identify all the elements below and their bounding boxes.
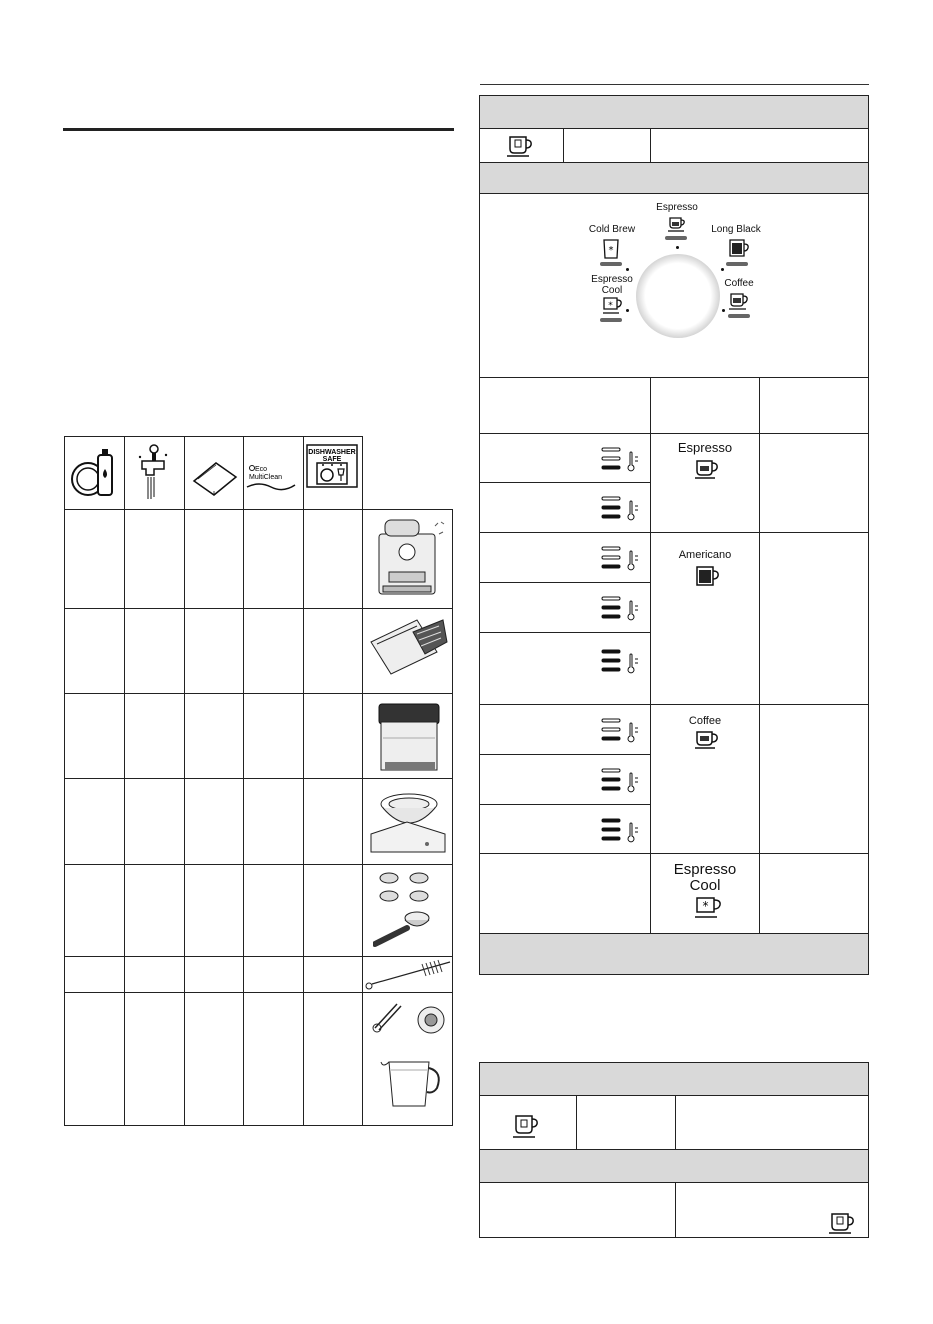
long-black-cup-icon bbox=[728, 238, 750, 260]
espresso-cup-icon bbox=[694, 458, 720, 480]
temperature-level-icon bbox=[600, 647, 642, 677]
svg-text:SAFE: SAFE bbox=[322, 456, 342, 463]
dial-label-cold-brew: Cold Brew bbox=[588, 224, 636, 235]
drink-espresso-label: Espresso bbox=[677, 440, 733, 455]
svg-text:MultiClean: MultiClean bbox=[249, 474, 283, 481]
americano-cup-icon bbox=[694, 565, 720, 587]
espresso-machine-image bbox=[369, 514, 449, 604]
secondary-drink-table bbox=[479, 1062, 869, 1238]
long-black-indicator bbox=[726, 262, 748, 266]
drip-tray-image bbox=[367, 612, 449, 690]
drink-americano-label: Americano bbox=[678, 549, 732, 561]
cleaning-brush-image bbox=[364, 956, 452, 992]
espresso-cool-cup-icon bbox=[602, 296, 624, 316]
coffee-indicator bbox=[728, 314, 750, 318]
selector-knob[interactable] bbox=[636, 254, 720, 338]
secondary-subheader-row bbox=[480, 1150, 868, 1182]
temperature-level-icon bbox=[600, 716, 642, 746]
cleaning-table bbox=[64, 436, 453, 1126]
temperature-level-icon bbox=[600, 445, 642, 475]
table-subheader-row bbox=[480, 163, 868, 193]
secondary-header-row bbox=[480, 1063, 868, 1095]
dishwasher-safe-icon bbox=[305, 443, 361, 503]
drink-selector-dial bbox=[580, 198, 780, 383]
espresso-cool-cup-icon bbox=[694, 896, 724, 920]
temperature-level-icon bbox=[600, 544, 642, 574]
svg-text:Eco: Eco bbox=[255, 466, 268, 473]
filter-baskets-portafilter-image bbox=[373, 868, 449, 954]
dial-label-long-black: Long Black bbox=[711, 224, 761, 235]
espresso-indicator bbox=[665, 236, 687, 240]
svg-text:*: * bbox=[608, 301, 613, 311]
temperature-level-icon bbox=[600, 816, 642, 846]
dial-label-coffee: Coffee bbox=[724, 278, 754, 289]
water-tank-image bbox=[371, 698, 449, 776]
svg-text:*: * bbox=[608, 245, 614, 256]
temperature-level-icon bbox=[600, 594, 642, 624]
coffee-cup-icon bbox=[694, 730, 720, 750]
dial-label-espresso: Espresso bbox=[656, 202, 698, 213]
section-divider-left bbox=[63, 128, 454, 131]
coffee-cup-icon bbox=[728, 292, 750, 312]
cold-brew-indicator bbox=[600, 262, 622, 266]
section-divider-right bbox=[480, 84, 869, 85]
temperature-level-icon bbox=[600, 766, 642, 796]
table-footer-row bbox=[480, 934, 868, 974]
cup-icon bbox=[512, 1113, 540, 1139]
eco-multiclean-icon bbox=[245, 443, 301, 503]
bean-hopper-image bbox=[367, 782, 449, 862]
espresso-cup-icon bbox=[667, 214, 687, 234]
drink-coffee-label: Coffee bbox=[688, 715, 722, 727]
cup-icon bbox=[506, 134, 534, 158]
cold-brew-glass-icon bbox=[602, 238, 620, 260]
cleaning-tools-jug-image bbox=[367, 998, 449, 1108]
svg-text:*: * bbox=[702, 899, 709, 913]
temperature-level-icon bbox=[600, 494, 642, 524]
cloth-icon bbox=[188, 443, 240, 503]
cup-icon bbox=[828, 1211, 856, 1235]
espresso-cool-indicator bbox=[600, 318, 622, 322]
dial-label-espresso-cool: Espresso Cool bbox=[591, 274, 633, 296]
drink-espresso-cool-label: Espresso Cool bbox=[673, 861, 737, 894]
detergent-bottle-plate-icon bbox=[68, 443, 120, 503]
svg-text:DISHWASHER: DISHWASHER bbox=[308, 449, 356, 456]
table-header-row bbox=[480, 96, 868, 128]
drink-settings-table bbox=[479, 95, 869, 975]
running-tap-icon bbox=[128, 443, 180, 503]
